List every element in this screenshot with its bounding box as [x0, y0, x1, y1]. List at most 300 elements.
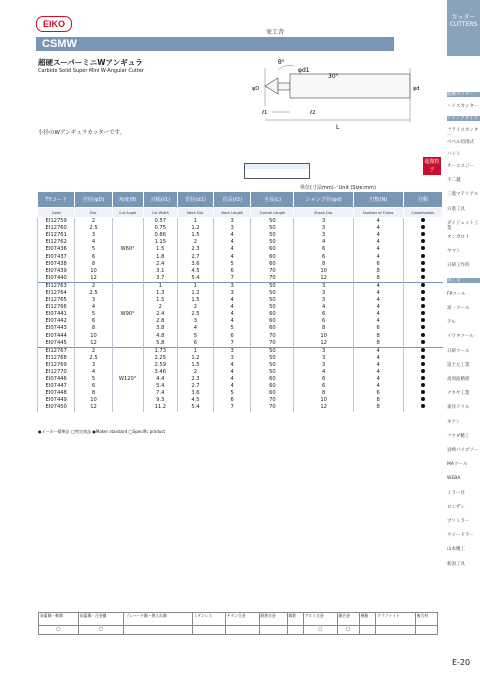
- table-cell: EI07443: [38, 325, 75, 332]
- table-cell: 12: [294, 340, 353, 348]
- table-cell: 6: [353, 325, 403, 332]
- table-cell: 5.8: [143, 340, 177, 348]
- table-cell: 1.2: [177, 225, 213, 232]
- table-cell: 4: [213, 383, 250, 390]
- table-cell: 8: [353, 397, 403, 404]
- column-subheader: Overall Length: [251, 208, 294, 218]
- table-cell: 2.5: [75, 290, 112, 297]
- column-header: 角度(θ): [112, 192, 143, 208]
- side-index-item[interactable]: ロンザン: [447, 504, 465, 510]
- table-cell: 4: [353, 304, 403, 311]
- material-mark: [376, 626, 416, 635]
- side-index-item[interactable]: 日研工作所: [447, 263, 470, 269]
- column-subheader: Cut Angle: [112, 208, 143, 218]
- table-cell: 1.5: [177, 362, 213, 369]
- label-d1: φd1: [298, 67, 310, 74]
- table-cell: 8: [353, 340, 403, 348]
- table-cell: 4: [353, 282, 403, 290]
- material-header: 炭素鋼・合金鋼: [78, 613, 124, 626]
- table-cell: 4: [353, 347, 403, 355]
- table-cell: EI07447: [38, 383, 75, 390]
- table-cell: 12: [75, 275, 112, 283]
- spec-table: [37, 191, 443, 412]
- table-cell: 4: [353, 239, 403, 246]
- standard-dot-icon: [421, 362, 425, 366]
- table-cell: 1.73: [143, 347, 177, 355]
- side-index-item[interactable]: ナカヤ工業: [447, 391, 470, 397]
- material-mark: [415, 626, 437, 635]
- material-mark: ◯: [337, 626, 359, 635]
- table-cell: 2: [75, 218, 112, 226]
- table-cell: 1: [177, 282, 213, 290]
- table-cell: 8: [294, 390, 353, 397]
- table-cell: 50: [251, 297, 294, 304]
- table-cell: 1.5: [177, 297, 213, 304]
- table-cell: EI07450: [38, 404, 75, 411]
- material-mark: [359, 626, 375, 635]
- table-cell: 60: [251, 390, 294, 397]
- standard-dot-icon: [421, 297, 425, 301]
- table-cell: 5: [213, 261, 250, 268]
- standard-dot-icon: [421, 246, 425, 250]
- side-index-item[interactable]: 東洋ドリル: [447, 405, 470, 411]
- side-index-item[interactable]: 冨士元工業: [447, 362, 470, 368]
- table-row: [38, 290, 443, 297]
- side-index-item[interactable]: ハイスカッター: [447, 104, 479, 109]
- table-cell: 3: [294, 232, 353, 239]
- table-cell: 50: [251, 362, 294, 369]
- table-cell: 0.57: [143, 218, 177, 226]
- table-cell: 3: [177, 318, 213, 325]
- standard-dot-icon: [421, 275, 425, 279]
- standard-dot-icon: [421, 218, 425, 222]
- legend-footnote: ●メーカー標準品 ◯特定商品 ●Maker standard ◯Specific product: [38, 429, 166, 434]
- table-cell: 8: [75, 261, 112, 268]
- table-cell: 2.5: [177, 311, 213, 318]
- table-cell: 4.5: [177, 397, 213, 404]
- table-cell: 1.3: [143, 290, 177, 297]
- standard-dot-icon: [421, 268, 425, 272]
- table-cell: 5: [75, 311, 112, 318]
- table-row: [38, 275, 443, 283]
- category-tab-label: カッター CUTTERS: [449, 14, 478, 28]
- table-cell: 3.46: [143, 369, 177, 376]
- table-row: [38, 383, 443, 390]
- table-cell: 4: [353, 225, 403, 232]
- side-index-item[interactable]: ウイードラー: [447, 533, 474, 539]
- column-header: 刃数(N): [353, 192, 403, 208]
- table-cell: 50: [251, 232, 294, 239]
- table-cell: 3: [294, 362, 353, 369]
- standard-dot-icon: [421, 333, 425, 337]
- table-row: [38, 268, 443, 275]
- side-index-item[interactable]: 山本精工: [447, 547, 465, 553]
- table-cell: EI07441: [38, 311, 75, 318]
- table-cell: 3: [213, 347, 250, 355]
- material-mark: ◯: [39, 626, 79, 635]
- table-cell: EI12769: [38, 362, 75, 369]
- standard-dot-icon: [421, 254, 425, 258]
- side-index-item[interactable]: 新潟工具: [447, 561, 465, 567]
- table-cell: 6: [177, 340, 213, 348]
- material-mark: [225, 626, 259, 635]
- material-header: 耐熱合金: [259, 613, 287, 626]
- side-index-item[interactable]: WEBA: [447, 476, 461, 482]
- table-cell: 60: [251, 318, 294, 325]
- table-cell: 1: [177, 347, 213, 355]
- table-row: [38, 390, 443, 397]
- table-cell: 4: [213, 239, 250, 246]
- material-header: 炭素鋼・軟鋼: [39, 613, 79, 626]
- table-cell: 8: [294, 261, 353, 268]
- table-cell: 5.4: [177, 404, 213, 411]
- table-cell: 4: [353, 232, 403, 239]
- table-cell: 2.5: [75, 225, 112, 232]
- table-cell: 6: [213, 333, 250, 340]
- table-cell: 4: [177, 325, 213, 332]
- table-cell: 4: [353, 383, 403, 390]
- table-cell: 1.5: [177, 232, 213, 239]
- label-d: φd: [413, 86, 420, 92]
- table-cell: 8: [353, 404, 403, 411]
- standard-dot-icon: [421, 225, 425, 229]
- table-cell: 70: [251, 275, 294, 283]
- side-index-item[interactable]: 高周波精密: [447, 377, 470, 382]
- side-index-item[interactable]: 超硬カッター: [447, 92, 480, 97]
- category-tab-cutters[interactable]: [447, 0, 480, 56]
- table-cell: 50: [251, 369, 294, 376]
- standard-dot-icon: [421, 376, 425, 380]
- table-row: [38, 261, 443, 268]
- table-cell: 3: [213, 290, 250, 297]
- table-cell: 4: [353, 369, 403, 376]
- table-cell: 4: [213, 311, 250, 318]
- table-cell: 6: [294, 383, 353, 390]
- table-cell: 60: [251, 383, 294, 390]
- side-index-item[interactable]: シャンクタイプ: [447, 116, 479, 121]
- table-cell: 6: [294, 376, 353, 383]
- column-subheader: Neck Length: [213, 208, 250, 218]
- table-cell: 2: [143, 304, 177, 311]
- table-cell: EI12765: [38, 297, 75, 304]
- table-cell: EI12763: [38, 282, 75, 290]
- table-cell: EI12768: [38, 355, 75, 362]
- table-cell: 2: [177, 369, 213, 376]
- table-cell: 2: [75, 282, 112, 290]
- table-cell: 60: [251, 253, 294, 260]
- table-cell: 4: [353, 297, 403, 304]
- standard-dot-icon: [421, 283, 425, 287]
- table-cell: 60: [251, 246, 294, 253]
- table-cell: 3: [75, 232, 112, 239]
- table-cell: 1.15: [143, 239, 177, 246]
- side-index-item[interactable]: ギケン: [447, 419, 461, 425]
- table-row: [38, 218, 443, 226]
- table-cell: 5.4: [177, 275, 213, 283]
- table-cell: 6: [294, 246, 353, 253]
- table-cell: 12: [75, 404, 112, 411]
- product-code: CSMW: [42, 38, 77, 50]
- table-cell: 6: [294, 318, 353, 325]
- table-cell: 3.7: [143, 275, 177, 283]
- side-index-item[interactable]: ダイジェット工業: [447, 220, 479, 231]
- table-cell: 2: [75, 347, 112, 355]
- table-cell: 70: [251, 340, 294, 348]
- table-row: [38, 318, 443, 325]
- table-cell: 1.2: [177, 355, 213, 362]
- side-index-item[interactable]: 栄工舎: [447, 278, 480, 283]
- table-cell: 5: [213, 325, 250, 332]
- table-cell: EI12764: [38, 290, 75, 297]
- table-cell: 2.7: [177, 383, 213, 390]
- table-cell: 4: [353, 318, 403, 325]
- table-cell: 4: [294, 239, 353, 246]
- material-mark: ◯: [78, 626, 124, 635]
- column-header: 刃径(φD): [75, 192, 112, 208]
- table-cell: 10: [294, 333, 353, 340]
- table-cell: 0.86: [143, 232, 177, 239]
- table-cell: 10: [294, 268, 353, 275]
- side-index-item[interactable]: FPツール: [447, 291, 466, 297]
- side-index-item[interactable]: ヤマト: [447, 249, 461, 255]
- table-cell: 4: [353, 246, 403, 253]
- table-cell: 12: [294, 404, 353, 411]
- table-cell: 2.59: [143, 362, 177, 369]
- column-subheader: Neck Dia.: [177, 208, 213, 218]
- table-cell: 3.1: [143, 268, 177, 275]
- table-row: [38, 404, 443, 411]
- standard-dot-icon: [421, 404, 425, 408]
- label-l1: ℓ1: [262, 110, 268, 116]
- table-cell: 2.25: [143, 355, 177, 362]
- standard-dot-icon: [421, 318, 425, 322]
- table-cell: 60: [251, 261, 294, 268]
- table-cell: 50: [251, 304, 294, 311]
- page-number: E-20: [452, 658, 471, 667]
- table-cell: 8: [353, 333, 403, 340]
- table-cell: 4: [294, 304, 353, 311]
- column-subheader: Dia.: [75, 208, 112, 218]
- table-cell: EI07436: [38, 246, 75, 253]
- table-row: [38, 333, 443, 340]
- material-mark: [192, 626, 225, 635]
- table-cell: 4: [353, 376, 403, 383]
- side-index-item[interactable]: テル: [447, 320, 456, 326]
- table-cell: 3.6: [177, 261, 213, 268]
- table-row: [38, 297, 443, 304]
- table-cell: 1: [143, 282, 177, 290]
- material-header: ステンレス: [192, 613, 225, 626]
- table-cell: EI07445: [38, 340, 75, 348]
- column-header: 分類: [403, 192, 442, 208]
- table-cell: 5: [213, 390, 250, 397]
- column-header: 首長(ℓ2): [213, 192, 250, 208]
- side-index-item[interactable]: バイト: [447, 152, 461, 157]
- column-header: シャンク径(φd): [294, 192, 353, 208]
- table-cell: 60: [251, 311, 294, 318]
- label-l2: ℓ2: [310, 110, 316, 116]
- table-cell: 6: [213, 268, 250, 275]
- table-cell: 4: [213, 304, 250, 311]
- table-cell: 4: [213, 232, 250, 239]
- side-index-item[interactable]: タンガロイ: [447, 235, 470, 240]
- side-index-item[interactable]: ミラー社: [447, 490, 465, 496]
- table-row: [38, 304, 443, 311]
- table-cell: 2.7: [177, 253, 213, 260]
- standard-dot-icon: [421, 355, 425, 359]
- standard-dot-icon: [421, 311, 425, 315]
- material-mark: [124, 626, 192, 635]
- micro-grain-badge: 超微粒子: [424, 159, 440, 173]
- side-index-item[interactable]: 日進工具: [447, 206, 465, 212]
- column-header: 首径(d1): [177, 192, 213, 208]
- material-header: プレハード鋼・焼入れ鋼: [124, 613, 192, 626]
- side-index-item[interactable]: イワタツール: [447, 334, 474, 340]
- material-mark: [259, 626, 287, 635]
- standard-dot-icon: [421, 232, 425, 236]
- table-cell: 50: [251, 225, 294, 232]
- side-index-item[interactable]: フクダ精工: [447, 433, 470, 439]
- table-cell: 1.2: [177, 290, 213, 297]
- standard-dot-icon: [421, 304, 425, 308]
- material-header: 鋳鉄: [287, 613, 303, 626]
- table-cell: 6: [353, 390, 403, 397]
- table-cell: 3: [294, 347, 353, 355]
- table-cell: 12: [75, 340, 112, 348]
- table-cell: EI07439: [38, 268, 75, 275]
- table-row: [38, 239, 443, 246]
- table-cell: 4: [353, 218, 403, 226]
- side-index-item[interactable]: 富一ツール: [447, 306, 470, 311]
- table-cell: 6: [294, 311, 353, 318]
- table-cell: 2: [177, 239, 213, 246]
- table-cell: 10: [75, 397, 112, 404]
- angle-cell: W60°: [112, 218, 143, 283]
- side-index-item[interactable]: ベベル切削式: [447, 140, 474, 145]
- table-cell: 6: [353, 261, 403, 268]
- table-cell: 12: [294, 275, 353, 283]
- table-cell: 50: [251, 218, 294, 226]
- material-table: [38, 612, 438, 635]
- table-cell: EI12762: [38, 239, 75, 246]
- table-cell: 50: [251, 282, 294, 290]
- table-cell: 1.8: [143, 253, 177, 260]
- table-cell: 70: [251, 404, 294, 411]
- table-cell: 2: [177, 304, 213, 311]
- tool-dimension-diagram: [250, 56, 425, 136]
- table-cell: EI07444: [38, 333, 75, 340]
- table-cell: 3: [213, 282, 250, 290]
- standard-dot-icon: [421, 397, 425, 401]
- eiko-logo: EIKO: [36, 16, 72, 32]
- table-cell: 7.4: [143, 390, 177, 397]
- label-D: φD: [252, 86, 260, 92]
- table-cell: EI12766: [38, 304, 75, 311]
- table-cell: EI07448: [38, 390, 75, 397]
- table-cell: 4: [213, 253, 250, 260]
- table-cell: EI07440: [38, 275, 75, 283]
- table-row: [38, 362, 443, 369]
- standard-dot-icon: [421, 383, 425, 387]
- table-cell: 60: [251, 376, 294, 383]
- table-cell: 4: [213, 376, 250, 383]
- table-cell: 5: [177, 333, 213, 340]
- table-cell: 3.8: [143, 325, 177, 332]
- column-subheader: Classification: [403, 208, 442, 218]
- table-cell: 8: [75, 390, 112, 397]
- unit-note: 単位(寸法mm)／Unit (Size:mm): [300, 185, 377, 191]
- side-index-item[interactable]: 三菱マテリアル: [447, 192, 479, 198]
- table-cell: 8: [353, 275, 403, 283]
- table-cell: 10: [75, 268, 112, 275]
- side-index-item[interactable]: 日研ツール: [447, 348, 470, 354]
- table-cell: 4.4: [143, 376, 177, 383]
- table-cell: 2.5: [75, 355, 112, 362]
- material-header: グラファイト: [376, 613, 416, 626]
- table-cell: 10: [75, 333, 112, 340]
- table-cell: 4: [213, 369, 250, 376]
- table-cell: 3.6: [177, 390, 213, 397]
- standard-dot-icon: [421, 340, 425, 344]
- standard-dot-icon: [421, 261, 425, 265]
- table-row: [38, 340, 443, 348]
- table-cell: 7: [213, 275, 250, 283]
- table-cell: 50: [251, 290, 294, 297]
- column-subheader: Code: [38, 208, 75, 218]
- material-header: 銅合金: [337, 613, 359, 626]
- side-index-item[interactable]: 不二越: [447, 178, 461, 184]
- table-cell: 3: [294, 225, 353, 232]
- column-subheader: Number of Flutes: [353, 208, 403, 218]
- table-cell: 3: [213, 225, 250, 232]
- product-name-en: Carbide Solid Super Mini W-Angular Cutter: [38, 68, 145, 74]
- side-index-item[interactable]: 岩崎パイプソー: [447, 448, 479, 453]
- table-cell: EI07442: [38, 318, 75, 325]
- table-cell: 4: [294, 369, 353, 376]
- table-cell: 9.3: [143, 397, 177, 404]
- table-cell: EI12761: [38, 232, 75, 239]
- product-description: 小径のWアンギュラカッターです。: [38, 130, 126, 136]
- table-row: [38, 282, 443, 290]
- standard-dot-icon: [421, 325, 425, 329]
- standard-dot-icon: [421, 390, 425, 394]
- side-index-item[interactable]: MAツール: [447, 462, 468, 468]
- material-header: 複合材: [415, 613, 437, 626]
- side-index-item[interactable]: プリミラー: [447, 519, 470, 524]
- table-cell: 3: [294, 290, 353, 297]
- table-cell: 4: [353, 253, 403, 260]
- table-cell: 6: [75, 383, 112, 390]
- table-cell: 6: [294, 253, 353, 260]
- material-header: 樹脂: [359, 613, 375, 626]
- angle-cell: W90°: [112, 282, 143, 347]
- table-cell: 0.75: [143, 225, 177, 232]
- table-cell: 1.5: [143, 297, 177, 304]
- standard-dot-icon: [421, 290, 425, 294]
- side-index-item[interactable]: オーエスジー: [447, 164, 474, 169]
- table-row: [38, 376, 443, 383]
- side-index-item[interactable]: フライスカッター: [447, 128, 479, 138]
- standard-dot-icon: [421, 369, 425, 373]
- standard-dot-icon: [421, 348, 425, 352]
- table-cell: 3: [294, 282, 353, 290]
- material-mark: [287, 626, 303, 635]
- table-cell: 4: [213, 318, 250, 325]
- table-cell: 4: [353, 311, 403, 318]
- table-cell: EI12770: [38, 369, 75, 376]
- table-cell: 11.2: [143, 404, 177, 411]
- table-cell: 2.4: [143, 311, 177, 318]
